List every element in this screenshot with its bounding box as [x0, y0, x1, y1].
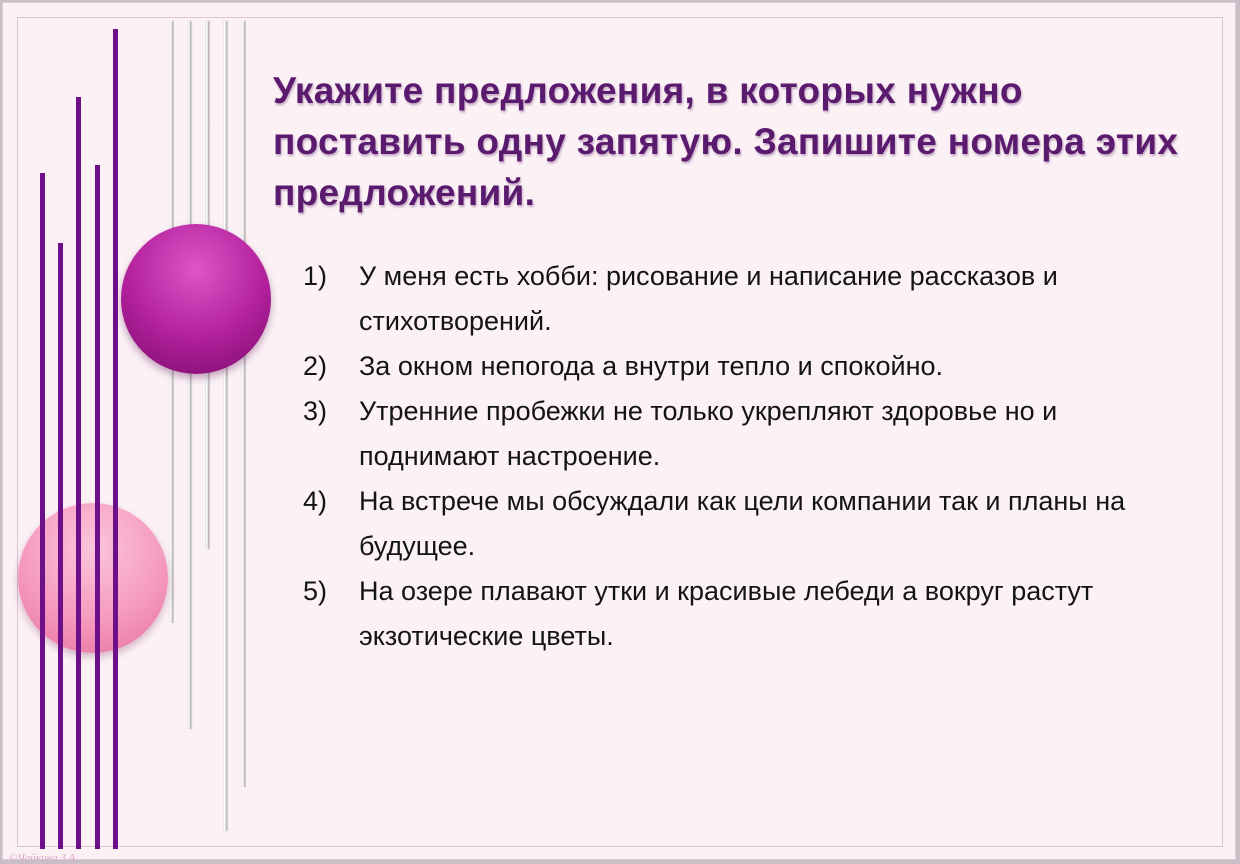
- decor-purple-bar: [95, 165, 100, 849]
- sentence-list: [303, 254, 1203, 659]
- item-number: 1): [303, 261, 328, 291]
- decor-purple-bar: [113, 29, 118, 849]
- item-number: 2): [303, 351, 328, 381]
- decor-gray-line: [223, 21, 227, 831]
- list-item: [303, 569, 1203, 659]
- item-number: 3): [303, 396, 328, 426]
- slide: [2, 2, 1236, 864]
- item-text: На встрече мы обсуждали как цели компании так и планы на будущее.: [359, 486, 1126, 561]
- item-text: На озере плавают утки и красивые лебеди а вокруг растут экзотические цветы.: [359, 576, 1094, 651]
- item-text: За окном непогода а внутри тепло и спокойно.: [359, 351, 944, 381]
- item-text: Утренние пробежки не только укрепляют здоровье но и поднимают настроение.: [359, 396, 1058, 471]
- slide-title: Укажите предложения, в которых нужно поставить одну запятую. Запишите номера этих предложений.: [273, 70, 1179, 213]
- decor-purple-bar: [58, 243, 63, 849]
- decor-gray-line: [187, 21, 191, 729]
- item-number: 5): [303, 576, 328, 606]
- decor-purple-bar: [76, 97, 81, 849]
- list-item: [303, 344, 1203, 389]
- list-item: [303, 479, 1203, 569]
- decor-purple-bar: [40, 173, 45, 849]
- item-number: 4): [303, 486, 328, 516]
- list-item: [303, 254, 1203, 344]
- list-item: [303, 389, 1203, 479]
- decor-magenta-circle: [121, 224, 271, 374]
- decor-gray-line: [241, 21, 245, 787]
- author-watermark: ©Чайкина З.А.: [9, 852, 78, 864]
- item-text: У меня есть хобби: рисование и написание рассказов и стихотворений.: [359, 261, 1058, 336]
